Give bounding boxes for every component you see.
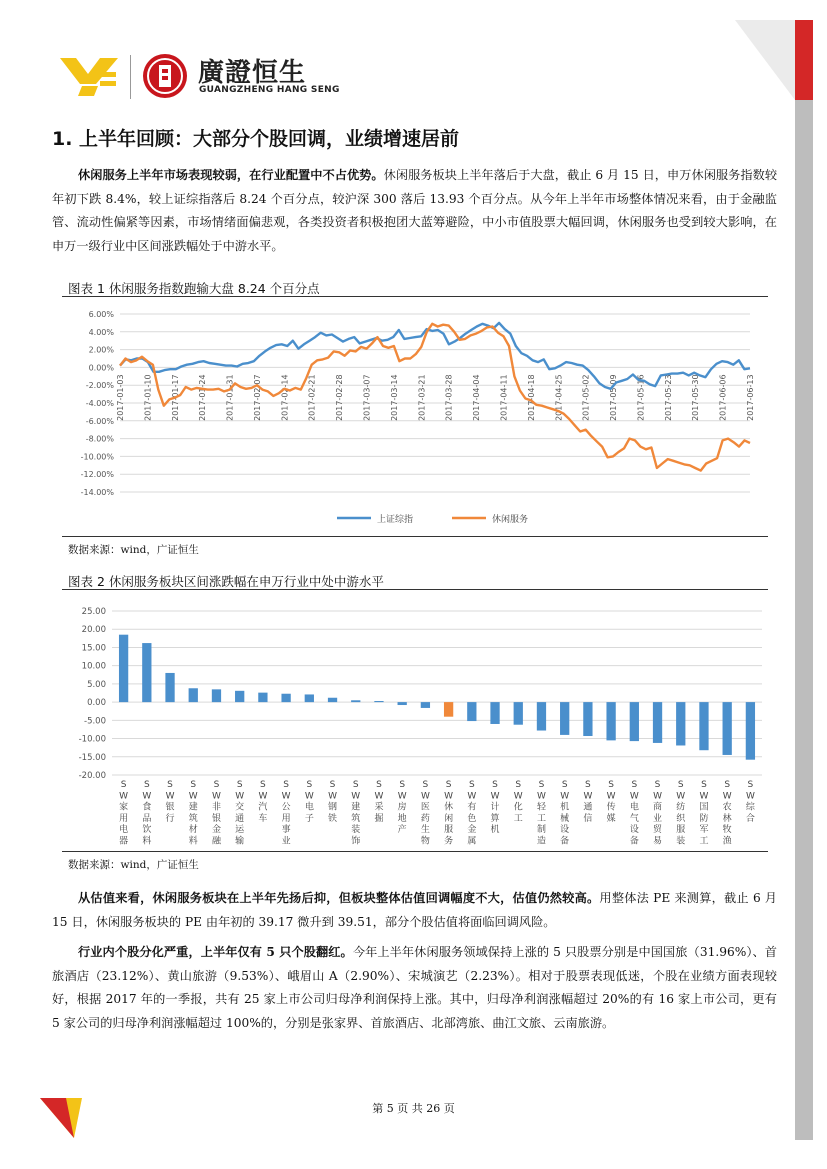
line-chart xyxy=(62,298,768,536)
x-category-label: S W 国防军工 xyxy=(699,780,709,847)
x-category-label: S W 电子 xyxy=(304,780,314,824)
bar xyxy=(212,689,221,702)
paragraph-1-body: 休闲服务板块上半年落后于大盘，截止 6 月 15 日，申万休闲服务指数较年初下跌 8.4%，较上证综指落后 8.24 个百分点，较沪深 300 落后 13.93 个百分点。从今年上半年市场整体情况来看，由于金融监管、流动性偏紧等因素，市场情绪面偏悲观，各类投资者积极抱团大蓝筹避险，中小市值股票大幅回调，休闲服务也受到较大影响，在申万一级行业中区间涨跌幅处于中游水平。 xyxy=(52,168,778,253)
x-category-label: S W 医药生物 xyxy=(420,780,430,847)
x-tick-label: 2017-04-18 xyxy=(526,374,536,421)
bar xyxy=(351,700,360,702)
y-tick-label: 15.00 xyxy=(81,643,106,654)
x-tick-label: 2017-05-02 xyxy=(581,374,591,421)
figure-2-caption: 图表 2 休闲服务板块区间涨跌幅在申万行业中处中游水平 xyxy=(68,574,384,589)
bar xyxy=(514,702,523,725)
bar xyxy=(467,702,476,721)
paragraph-1-lead: 休闲服务上半年市场表现较弱，在行业配置中不占优势。 xyxy=(78,168,384,182)
bar xyxy=(421,702,430,708)
x-category-label: S W 采掘 xyxy=(374,780,384,824)
paragraph-3-body: 今年上半年休闲服务领域保持上涨的 5 只股票分别是中国国旅（31.96%）、首旅酒店（23.12%）、黄山旅游（9.53%）、峨眉山 A（2.90%）、宋城演艺（2.23%）。相对于股票表现低迷，个股在业绩方面表现较好，根据 2017 年的一季报，共有 25 家上市公司归母净利润保持上涨。其中，归母净利润涨幅超过 20%的有 16 家上市公司，更有 5 家公司的归母净利润涨幅超过 100%的，分别是张家界、首旅酒店、北部湾旅、曲江文旅、云南旅游。 xyxy=(52,945,777,1030)
x-category-label: S W 建筑材料 xyxy=(188,780,198,847)
bar xyxy=(630,702,639,741)
bar xyxy=(444,702,453,717)
legend-label: 上证综指 xyxy=(377,515,414,525)
x-tick-label: 2017-02-07 xyxy=(252,374,262,421)
x-category-label: S W 综合 xyxy=(745,780,755,824)
seal-logo xyxy=(142,53,188,99)
x-category-label: S W 电气设备 xyxy=(629,780,639,847)
x-category-label: S W 纺织服装 xyxy=(676,780,686,847)
x-tick-label: 2017-03-07 xyxy=(362,374,372,421)
x-category-label: S W 房地产 xyxy=(397,780,407,836)
bar xyxy=(560,702,569,735)
y-tick-label: 4.00% xyxy=(88,327,114,337)
x-category-label: S W 传媒 xyxy=(606,780,616,824)
y-tick-label: -5.00 xyxy=(84,716,106,727)
bar xyxy=(490,702,499,724)
x-category-label: S W 机械设备 xyxy=(560,780,570,847)
page-number: 第 5 页 共 26 页 xyxy=(372,1102,455,1115)
y-tick-label: 6.00% xyxy=(88,310,114,319)
section-title: 1. 上半年回顾：大部分个股回调，业绩增速居前 xyxy=(52,128,460,150)
bar xyxy=(281,694,290,702)
logo-divider xyxy=(130,55,131,99)
figure-1-top-rule xyxy=(62,296,768,297)
x-tick-label: 2017-01-17 xyxy=(170,374,180,421)
series-line-leisure xyxy=(120,324,750,471)
x-tick-label: 2017-05-30 xyxy=(691,374,701,421)
y-tick-label: 5.00 xyxy=(87,679,106,690)
x-tick-label: 2017-04-25 xyxy=(554,374,564,421)
y-tick-label: 25.00 xyxy=(81,607,106,617)
bar xyxy=(676,702,685,745)
bar xyxy=(258,693,267,702)
figure-2-top-rule xyxy=(62,589,768,590)
paragraph-3 xyxy=(52,941,777,1035)
x-category-label: S W 汽车 xyxy=(258,780,268,824)
x-category-label: S W 交通运输 xyxy=(235,780,245,847)
y-tick-label: 0.00 xyxy=(87,698,106,709)
x-tick-label: 2017-04-04 xyxy=(472,374,482,421)
bar xyxy=(165,673,174,702)
x-category-label: S W 农林牧渔 xyxy=(722,780,732,847)
brand-name-en: GUANGZHENG HANG SENG xyxy=(199,85,340,95)
x-category-label: S W 银行 xyxy=(165,780,175,824)
bar xyxy=(374,701,383,702)
deco-bar-red xyxy=(795,20,813,100)
bar xyxy=(398,702,407,705)
x-tick-label: 2017-05-23 xyxy=(663,374,673,421)
bar xyxy=(653,702,662,743)
x-tick-label: 2017-01-10 xyxy=(143,374,153,421)
x-tick-label: 2017-04-11 xyxy=(499,374,509,421)
bar xyxy=(699,702,708,750)
x-category-label: S W 计算机 xyxy=(490,780,500,836)
bar xyxy=(142,643,151,702)
x-category-label: S W 钢铁 xyxy=(328,780,338,824)
paragraph-2 xyxy=(52,887,777,934)
figure-2-source: 数据来源：wind，广证恒生 xyxy=(68,859,199,871)
y-tick-label: -4.00% xyxy=(85,399,114,408)
series-line-index xyxy=(120,323,750,389)
x-category-label: S W 通信 xyxy=(583,780,593,824)
bar xyxy=(189,688,198,702)
paragraph-3-lead: 行业内个股分化严重，上半年仅有 5 只个股翻红。 xyxy=(78,945,353,959)
x-tick-label: 2017-05-09 xyxy=(609,374,619,421)
y-tick-label: 20.00 xyxy=(81,625,106,636)
y-tick-label: 0.00% xyxy=(88,363,114,373)
brand-name-cn: 廣證恒生 xyxy=(198,58,307,88)
bar xyxy=(746,702,755,760)
x-tick-label: 2017-03-21 xyxy=(417,374,427,421)
brand-logo xyxy=(60,50,120,100)
bar xyxy=(305,694,314,702)
x-category-label: S W 有色金属 xyxy=(467,780,477,847)
bar xyxy=(235,691,244,702)
y-tick-label: -8.00% xyxy=(85,434,114,444)
x-tick-label: 2017-01-31 xyxy=(225,374,235,421)
x-category-label: S W 建筑装饰 xyxy=(351,780,361,847)
x-tick-label: 2017-03-28 xyxy=(444,374,454,421)
x-tick-label: 2017-02-21 xyxy=(307,374,317,421)
x-tick-label: 2017-01-24 xyxy=(198,374,208,421)
figure-1-source: 数据来源：wind，广证恒生 xyxy=(68,544,199,556)
bar xyxy=(328,698,337,702)
x-category-label: S W 家用电器 xyxy=(119,780,129,847)
bar xyxy=(723,702,732,755)
y-tick-label: 2.00% xyxy=(88,345,114,355)
y-tick-label: -15.00 xyxy=(78,752,106,763)
x-tick-label: 2017-02-28 xyxy=(335,374,345,421)
bar xyxy=(606,702,615,740)
x-tick-label: 2017-05-16 xyxy=(636,374,646,421)
x-category-label: S W 休闲服务 xyxy=(444,780,454,847)
y-tick-label: -14.00% xyxy=(80,488,114,497)
x-tick-label: 2017-06-13 xyxy=(746,374,755,421)
bar xyxy=(119,635,128,702)
paragraph-2-body: 用整体法 PE 来测算，截止 6 月 15 日，休闲服务板块的 PE 由年初的 39.17 微升到 39.51，部分个股估值将面临回调风险。 xyxy=(52,891,777,929)
x-category-label: S W 轻工制造 xyxy=(536,780,546,847)
x-tick-label: 2017-06-06 xyxy=(718,374,728,421)
x-category-label: S W 化工 xyxy=(513,780,523,824)
y-tick-label: -12.00% xyxy=(80,470,114,480)
bar xyxy=(537,702,546,730)
y-tick-label: -10.00 xyxy=(78,734,106,745)
x-category-label: S W 公用事业 xyxy=(281,780,291,847)
figure-1-bottom-rule xyxy=(62,536,768,537)
deco-bar-grey xyxy=(795,20,813,1140)
bar-chart xyxy=(62,592,768,850)
y-tick-label: -6.00% xyxy=(85,416,114,426)
x-category-label: S W 食品饮料 xyxy=(142,780,152,847)
x-tick-label: 2017-02-14 xyxy=(280,374,290,421)
figure-2-bottom-rule xyxy=(62,851,768,852)
y-tick-label: -10.00% xyxy=(80,452,114,462)
y-tick-label: -2.00% xyxy=(85,381,114,391)
x-category-label: S W 非银金融 xyxy=(211,780,221,847)
x-tick-label: 2017-01-03 xyxy=(116,374,125,421)
brand-logo-mark xyxy=(60,50,120,100)
legend-label: 休闲服务 xyxy=(492,515,529,525)
x-tick-label: 2017-03-14 xyxy=(389,374,399,421)
paragraph-1 xyxy=(52,164,777,258)
paragraph-2-lead: 从估值来看，休闲服务板块在上半年先扬后抑，但板块整体估值回调幅度不大，估值仍然较高。 xyxy=(78,891,600,905)
deco-corner-shape xyxy=(735,20,795,100)
figure-1-caption: 图表 1 休闲服务指数跑输大盘 8.24 个百分点 xyxy=(68,281,320,296)
y-tick-label: 10.00 xyxy=(81,661,106,672)
bar xyxy=(583,702,592,736)
y-tick-label: -20.00 xyxy=(78,771,106,781)
x-category-label: S W 商业贸易 xyxy=(653,780,663,847)
